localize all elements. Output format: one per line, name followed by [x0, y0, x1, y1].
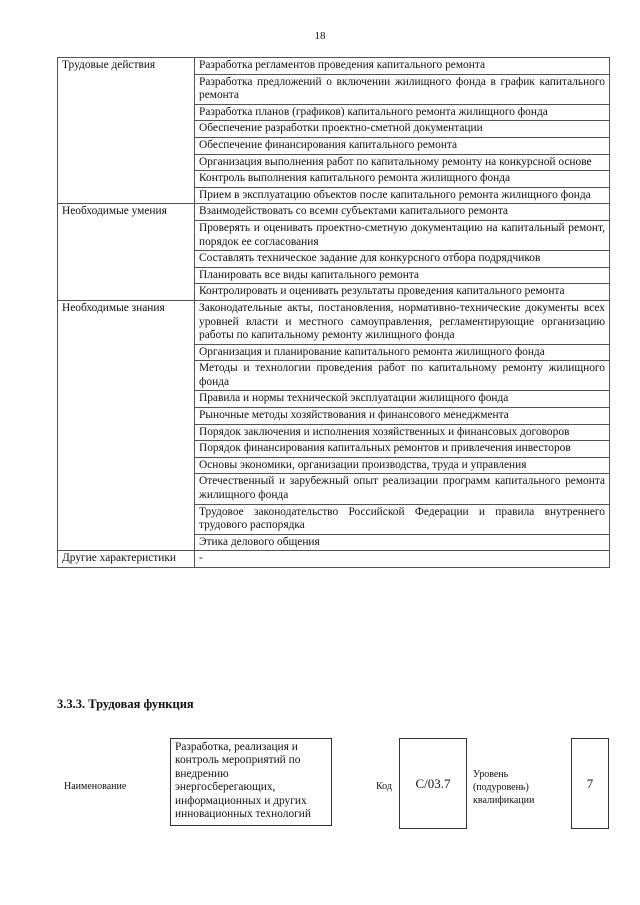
row-item: Законодательные акты, постановления, нормативно-технические документы всех уровней власти и местного самоуправления, регламентирующие организацию работы по капитальному ремонту жилищного фонда	[195, 300, 610, 344]
row-item: Проверять и оценивать проектно-сметную документацию на капитальный ремонт, порядок ее согласования	[195, 220, 610, 250]
row-item: Контролировать и оценивать результаты проведения капитального ремонта	[195, 284, 610, 301]
row-label: Необходимые знания	[58, 300, 195, 551]
row-item: Обеспечение финансирования капитального ремонта	[195, 137, 610, 154]
section-heading: 3.3.3. Трудовая функция	[57, 697, 194, 711]
row-item: Трудовое законодательство Российской Федерации и правила внутреннего трудового распорядка	[195, 504, 610, 534]
code-label: Код	[376, 781, 392, 792]
row-label: Трудовые действия	[58, 58, 195, 204]
table-row	[58, 58, 610, 75]
row-item: Планировать все виды капитального ремонта	[195, 267, 610, 284]
qualification-label: Уровень (подуровень) квалификации	[473, 769, 535, 806]
code-value-box: C/03.7	[399, 738, 467, 829]
row-item: Этика делового общения	[195, 534, 610, 551]
row-item: Методы и технологии проведения работ по капитальному ремонту жилищного фонда	[195, 361, 610, 391]
name-value-box: Разработка, реализация и контроль мероприятий по внедрению энергосберегающих, информационных и других инновационных технологий	[170, 738, 332, 826]
row-item: Порядок финансирования капитальных ремонтов и привлечения инвесторов	[195, 441, 610, 458]
row-item: Организация выполнения работ по капитальному ремонту на конкурсной основе	[195, 154, 610, 171]
qualification-value-box: 7	[571, 738, 609, 829]
row-item: Порядок заключения и исполнения хозяйственных и финансовых договоров	[195, 424, 610, 441]
row-item: Основы экономики, организации производства, труда и управления	[195, 457, 610, 474]
name-label: Наименование	[64, 781, 127, 792]
row-item: Рыночные методы хозяйствования и финансового менеджмента	[195, 408, 610, 425]
row-label: Другие характеристики	[58, 551, 195, 568]
row-item: Разработка планов (графиков) капитального ремонта жилищного фонда	[195, 104, 610, 121]
table-row	[58, 300, 610, 344]
row-item: Взаимодействовать со всеми субъектами капитального ремонта	[195, 204, 610, 221]
table-row	[58, 551, 610, 568]
row-item: Обеспечение разработки проектно-сметной документации	[195, 121, 610, 138]
row-item: Разработка регламентов проведения капитального ремонта	[195, 58, 610, 75]
row-item: Составлять техническое задание для конкурсного отбора подрядчиков	[195, 251, 610, 268]
row-item: Прием в эксплуатацию объектов после капитального ремонта жилищного фонда	[195, 187, 610, 204]
row-item: Организация и планирование капитального ремонта жилищного фонда	[195, 344, 610, 361]
row-label: Необходимые умения	[58, 204, 195, 301]
labor-function-table	[57, 57, 610, 568]
row-item: Контроль выполнения капитального ремонта жилищного фонда	[195, 171, 610, 188]
row-item: Отечественный и зарубежный опыт реализации программ капитального ремонта жилищного фонда	[195, 474, 610, 504]
row-item: Правила и нормы технической эксплуатации жилищного фонда	[195, 391, 610, 408]
table-row	[58, 204, 610, 221]
row-item: Разработка предложений о включении жилищного фонда в график капитального ремонта	[195, 74, 610, 104]
row-item: -	[195, 551, 610, 568]
page-number: 18	[314, 30, 326, 42]
